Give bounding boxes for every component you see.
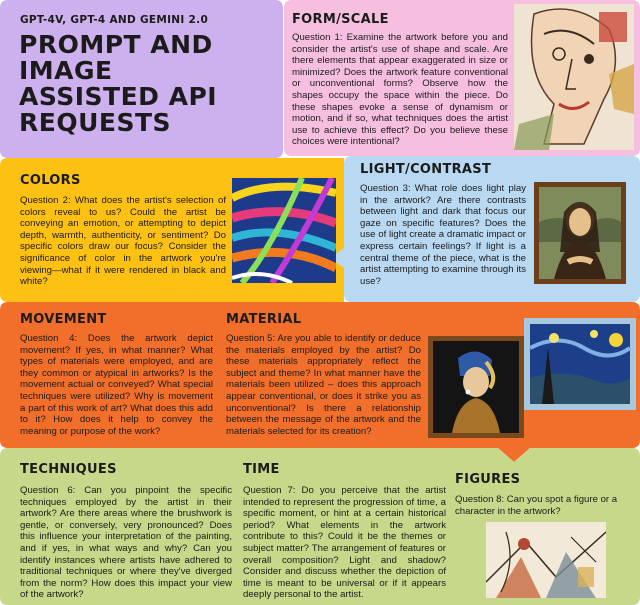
subtitle: GPT-4V, GPT-4 AND GEMINI 2.0 [20, 14, 209, 26]
material-heading: MATERIAL [226, 312, 302, 327]
material-question: Question 5: Are you able to identify or deduce the materials employed by the artist? Do these materials appropriately reflect the subject and theme? In what manner have the materials been utilized – does this approach appear conventional, or does it strike you as unconventional? Is there a relationship between the message of the artwork and the materials selected for its creation? [226, 333, 421, 437]
movement-heading: MOVEMENT [20, 312, 107, 327]
mona-lisa-image [534, 182, 626, 284]
figures-question: Question 8: Can you spot a figure or a character in the artwork? [455, 494, 618, 517]
starry-night-image [524, 318, 636, 410]
time-question: Question 7: Do you perceive that the artist intended to represent the progression of time, a specific moment, or hint at a certain historical period? What elements in the artwork contribute to this? Could it be the themes or subject matter? The arrangement of features or overall composition? Light and shadow? Consider and discuss whether the depiction of time is meant to be universal or if it appears deeply personal to the artist. [243, 485, 446, 601]
colors-heading: COLORS [20, 173, 81, 188]
techniques-question: Question 6: Can you pinpoint the specific techniques employed by the artist in their artwork? Are there areas where the brushwork is gentle, or conversely, very pronounced? Does this influence your interpretation of the painting, and if yes, in what ways and why? Can you identify instances where artists have adhered to traditional techniques or where they've diverged from the norm? How does this impact your view of the artwork? [20, 485, 232, 601]
figures-heading: FIGURES [455, 472, 521, 487]
title-line-3: ASSISTED API [19, 82, 218, 111]
title-line-4: REQUESTS [19, 108, 172, 137]
cubist-portrait-image [514, 4, 634, 150]
title-line-1: PROMPT AND [19, 30, 213, 59]
time-heading: TIME [243, 462, 280, 477]
title-line-2: IMAGE [19, 56, 113, 85]
light-contrast-heading: LIGHT/CONTRAST [360, 162, 492, 177]
page-title [19, 32, 217, 136]
form-scale-question: Question 1: Examine the artwork before you and consider the artist's use of shape and scale. Are there elements that appear exaggerated in size or minimized? Does the artwork feature conventional or unconventional forms? Observe how the shapes occupy the space within the piece. Do these shapes evoke a sense of dynamism or motion, and if so, what techniques does the artist use to achieve this effect? Do you believe these choices were intentional? [292, 32, 508, 148]
form-scale-heading: FORM/SCALE [292, 12, 389, 27]
abstract-figures-image [486, 522, 606, 598]
light-contrast-question: Question 3: What role does light play in the artwork? Are there contrasts between light and dark that focus our gaze on specific features? Does the use of light create a dramatic impact or express certain feelings? If light is a central theme of the piece, what is the artist attempting to examine through its use? [360, 183, 526, 287]
pearl-earring-portrait-image [428, 336, 524, 438]
movement-question: Question 4: Does the artwork depict movement? If yes, in what manner? What types of materials were employed, and are they common or atypical in artworks? Is the movement actual or conveyed? What special techniques were utilized? Why is movement a part of this work of art? What does this add to it? How does it help to convey the meaning or purpose of the work? [20, 333, 213, 437]
colors-question: Question 2: What does the artist's selection of colors reveal to us? Could the artist be conveying an emotion, or attempting to depict depth, warmth, authenticity, or sentiment? Do specific colors draw our focus? Consider the significance of color in the artwork you're viewing—what if it were rendered in black and white? [20, 195, 226, 288]
techniques-heading: TECHNIQUES [20, 462, 117, 477]
colorful-abstract-image [232, 178, 336, 283]
